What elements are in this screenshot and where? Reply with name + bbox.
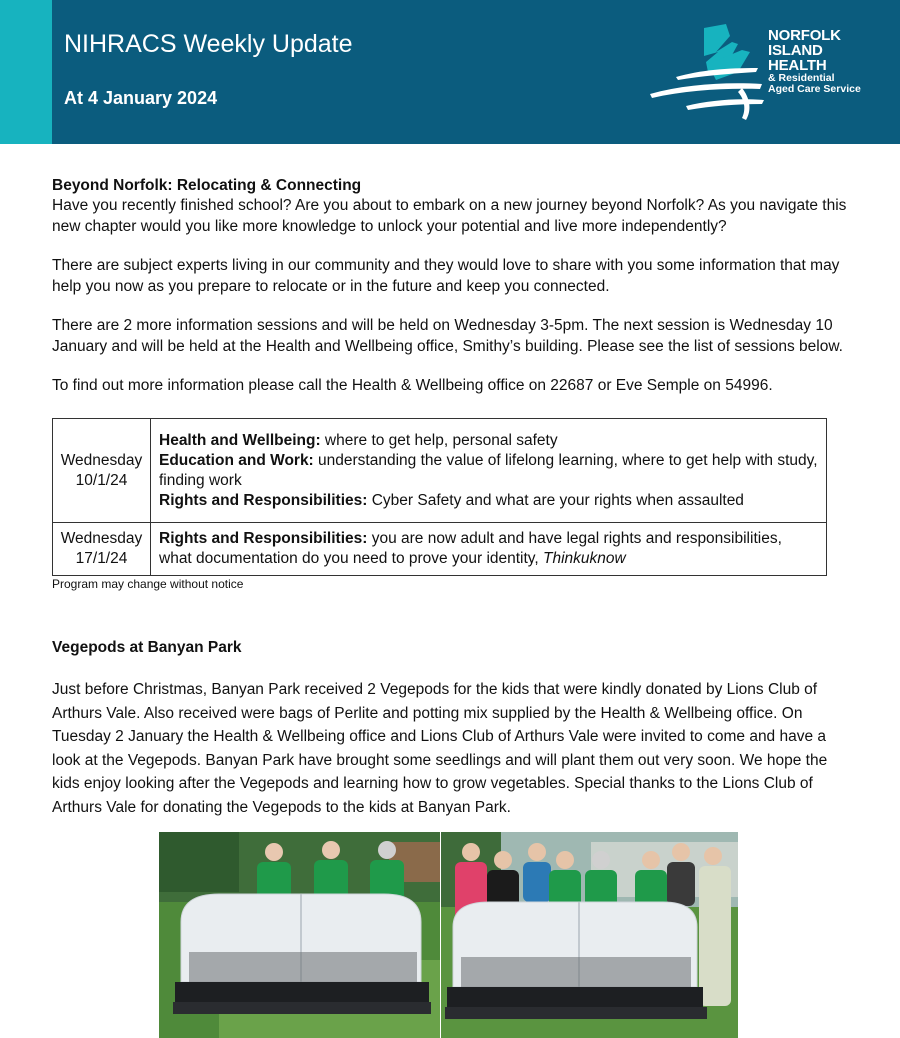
topic-italic: Thinkuknow: [543, 550, 626, 567]
table-row: [53, 523, 827, 576]
topic-label: Education and Work:: [159, 451, 314, 469]
session-topic: [159, 451, 818, 491]
table-row: [53, 419, 827, 523]
norfolk-island-health-logo: [646, 22, 876, 122]
topic-text: understanding the value of lifelong learning, where to get help with study, finding work: [159, 451, 818, 489]
paragraph: There are 2 more information sessions and will be held on Wednesday 3-5pm. The next session is Wednesday 10 January and will be held at the Health and Wellbeing office, Smithy’s building. Please see the list of sessions below.: [52, 317, 843, 355]
topic-label: Health and Wellbeing:: [159, 431, 321, 449]
session-day: Wednesday: [60, 451, 143, 469]
logo-line: NORFOLK: [768, 27, 841, 44]
paragraph: Have you recently finished school? Are you about to embark on a new journey beyond Norfolk? As you navigate this new chapter would you like more knowledge to unlock your potential and live more independently?: [52, 197, 847, 235]
section-heading: Beyond Norfolk: Relocating & Connecting: [52, 177, 362, 194]
paragraph: There are subject experts living in our community and they would love to share with you some information that may help you now as you prepare to relocate or in the future and keep you connected.: [52, 257, 840, 295]
session-topic: [159, 431, 818, 451]
topic-label: Rights and Responsibilities:: [159, 491, 368, 509]
page-title: NIHRACS Weekly Update: [64, 30, 353, 58]
session-date-cell: [53, 523, 151, 576]
section-heading: Vegepods at Banyan Park: [52, 639, 242, 656]
topic-text: Cyber Safety and what are your rights when assaulted: [367, 491, 744, 509]
session-date: 10/1/24: [75, 471, 128, 489]
sessions-table: [52, 418, 827, 576]
logo-line: Aged Care Service: [768, 83, 861, 95]
header-accent-bar: [0, 0, 52, 144]
logo-text: [768, 28, 861, 95]
logo-mark-icon: [646, 22, 766, 122]
session-date: 17/1/24: [75, 550, 128, 567]
session-date-cell: [53, 419, 151, 523]
topic-text: where to get help, personal safety: [320, 431, 558, 449]
vegepod-photo-1: [159, 832, 440, 1038]
header-band: [0, 0, 900, 144]
vegepod-photo-2: [441, 832, 738, 1038]
session-day: Wednesday: [60, 530, 143, 547]
logo-line: ISLAND: [768, 42, 823, 59]
paragraph: Just before Christmas, Banyan Park received 2 Vegepods for the kids that were kindly donated by Lions Club of Arthurs Vale. Also received were bags of Perlite and potting mix supplied by the Health & Wellbeing office. On Tuesday 2 January the Health & Wellbeing office and Lions Club of Arthurs Vale were invited to come and have a look at the Vegepods. Banyan Park have brought some seedlings and will plant them out very soon. We hope the kids enjoy looking after the Vegepods and learning how to grow vegetables. Special thanks to the Lions Club of Arthurs Vale for donating the Vegepods to the kids at Banyan Park.: [52, 681, 828, 816]
session-topics-cell: [151, 419, 827, 523]
session-topic: [159, 491, 818, 511]
section-beyond-norfolk: [52, 176, 852, 397]
page-date: At 4 January 2024: [64, 88, 218, 108]
section-vegepods: [52, 638, 852, 819]
topic-text: you are now adult and have legal rights and responsibilities, what documentation do you need to prove your identity,: [159, 530, 782, 567]
program-note: Program may change without notice: [52, 577, 244, 591]
logo-line: HEALTH: [768, 57, 827, 74]
paragraph: To find out more information please call the Health & Wellbeing office on 22687 or Eve Semple on 54996.: [52, 377, 773, 394]
session-topic: [159, 529, 818, 569]
session-topics-cell: [151, 523, 827, 576]
logo-line: & Residential: [768, 72, 835, 84]
topic-label: Rights and Responsibilities:: [159, 530, 368, 547]
